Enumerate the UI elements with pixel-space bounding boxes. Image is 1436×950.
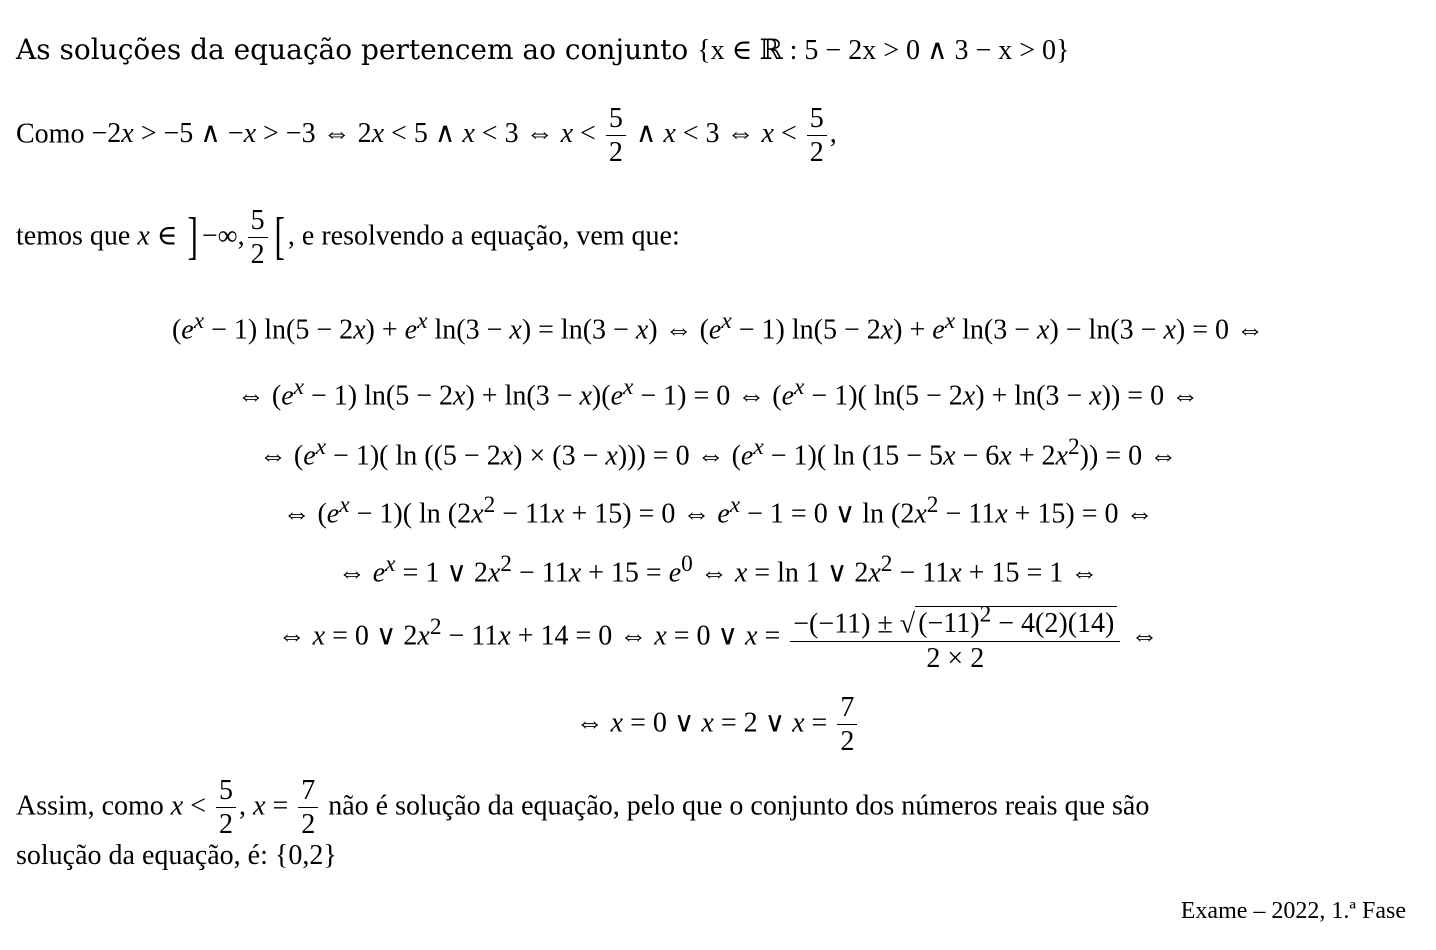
frac-5-2: $\frac{5}{2}$ xyxy=(807,104,827,168)
domain-derivation xyxy=(16,104,837,168)
frac-7-2: $\frac{7}{2}$ xyxy=(837,693,857,757)
equation-step-1: $(e^x - 1) \ln(5 - 2x) + e^x$ ln(3 − x) = ln(3 − x) ⇔ $(e^x - 1) \ln(5 - 2x) + e^x$ ln(3 − x) − ln(3 − x) = 0 ⇔ xyxy=(171,308,1265,346)
equation-step-4: ⇔ $(e^x - 1)$( $\ln (2x^2 - 11x + 15) = 0$ ⇔ $e^x - 1 = 0$ ∨ $\ln (2x^2 - 11x + 15) = 0$ ⇔ xyxy=(282,492,1154,530)
quadratic-formula: $\frac{-(-11) \pm √ (-11)^2 - 4(2)(14)}{2 \times 2}$ xyxy=(790,603,1120,673)
equation-step-3: ⇔ $(e^x - 1)$( ln ((5 − 2x) × (3 − x))) = 0 ⇔ $(e^x - 1)$( $\ln (15 - 5x - 6x + 2x^2)) = 0$ ⇔ xyxy=(258,434,1178,472)
equation-step-7: ⇔ x = 0 ∨ x = 2 ∨ x = $\frac{7}{2}$ xyxy=(0,693,1436,757)
solution-set: {0,2} xyxy=(274,840,337,871)
equation-step-2: ⇔ $(e^x - 1) \ln(5 - 2x) + \ln(3 - x)(e^x - 1) = 0$ ⇔ $(e^x - 1)$( ln(5 − 2x) + ln(3 − x)) = 0 ⇔ xyxy=(236,374,1200,412)
intro-line xyxy=(16,33,1070,66)
interval-line: temos que x ∈ ] −∞, $\frac{5}{2}$ [ , e resolvendo a equação, vem que: xyxy=(16,205,680,271)
temos-que: temos que xyxy=(16,220,131,252)
frac-5-2: $\frac{5}{2}$ xyxy=(248,206,268,270)
conclusion-line-1: Assim, como x < $\frac{5}{2}$ , x = $\frac{7}{2}$ não é solução da equação, pelo que o conjunto dos números reais que são xyxy=(16,775,1150,841)
domain-set: {x ∈ ℝ : 5 − 2x > 0 ∧ 3 − x > 0} xyxy=(697,35,1070,66)
exam-reference: Exame – 2022, 1.ª Fase xyxy=(1180,898,1406,924)
equation-step-5: ⇔ $e^x = 1$ ∨ $2x^2 - 11x + 15 = e^0$ ⇔ x = ln 1 ∨ $2x^2 - 11x + 15 = 1$ ⇔ xyxy=(337,551,1099,589)
conclusion-line-2: solução da equação, é: {0,2} xyxy=(16,840,337,871)
inequality-chain: −2x > −5 ∧ −x > −3 ⇔ 2x < 5 ∧ x < 3 ⇔ x < $\frac{5}{2}$ ∧ x < 3 ⇔ x < $\frac{5}{2}$ , xyxy=(91,103,837,169)
resolving-text: , e resolvendo a equação, vem que: xyxy=(287,220,680,252)
frac-5-2: $\frac{5}{2}$ xyxy=(606,104,626,168)
como-word: Como xyxy=(16,118,85,150)
equation-step-6: ⇔ x = 0 ∨ $2x^2 - 11x + 14 = 0$ ⇔ x = 0 ∨ x = $\frac{-(-11) \pm √ (-11)^2 - 4(2)(14)}{2 \times 2}$ ⇔ xyxy=(277,602,1159,674)
intro-text: As soluções da equação pertencem ao conjunto xyxy=(16,33,689,66)
